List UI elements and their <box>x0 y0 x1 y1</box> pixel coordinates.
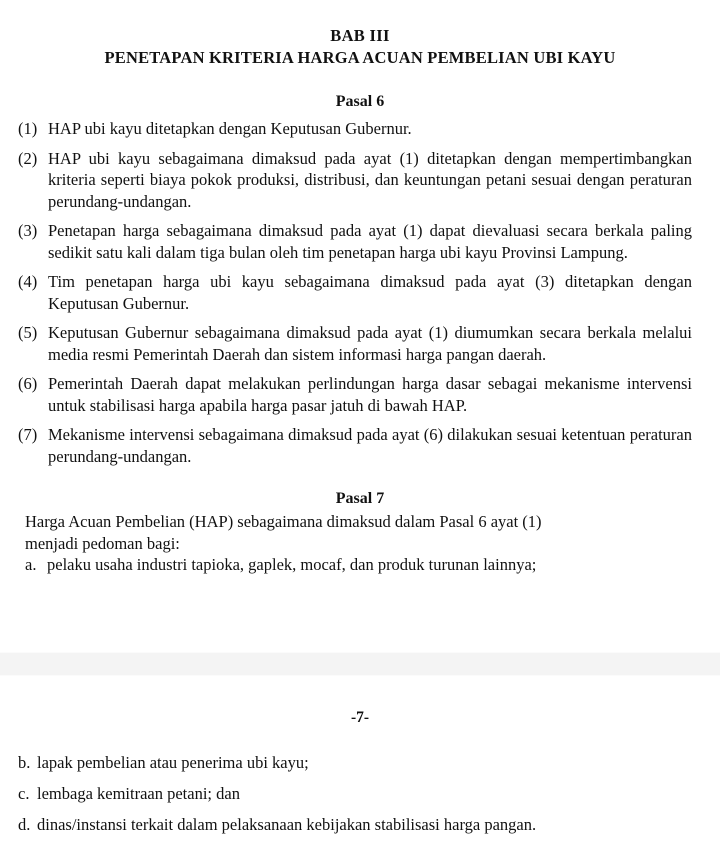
list-item-text: pelaku usaha industri tapioka, gaplek, mocaf, dan produk turunan lainnya; <box>47 555 537 574</box>
next-page-fragment <box>0 752 720 845</box>
article-heading-pasal-7: Pasal 7 <box>335 490 385 507</box>
clause-text: HAP ubi kayu ditetapkan dengan Keputusan Gubernur. <box>48 119 412 138</box>
list-item-marker: d. <box>18 815 31 834</box>
clause-text: HAP ubi kayu sebagaimana dimaksud pada ayat (1) ditetapkan dengan mempertimbangkan kriteria seperti biaya pokok produksi, distribusi, dan keuntungan petani sesuai dengan peraturan perundang-undangan. <box>48 148 692 211</box>
list-item-text: lapak pembelian atau penerima ubi kayu; <box>37 753 309 772</box>
clause-marker: (7) <box>18 425 38 444</box>
clause-text: Keputusan Gubernur sebagaimana dimaksud pada ayat (1) diumumkan secara berkala melalui media resmi Pemerintah Daerah dan sistem informasi harga pangan daerah. <box>48 323 692 364</box>
list-item-marker: a. <box>25 555 37 574</box>
list-item-marker: b. <box>18 753 31 772</box>
article-7-lead-text-continued: menjadi pedoman bagi: <box>25 533 180 553</box>
clause-list-pasal-6 <box>0 112 720 467</box>
clause-marker: (4) <box>18 272 38 291</box>
clause-item <box>18 118 692 140</box>
list-item <box>18 814 692 835</box>
page-number: -7- <box>350 709 370 726</box>
clause-item <box>18 220 692 263</box>
article-7-list-bottom <box>0 752 720 835</box>
clause-marker: (1) <box>18 119 38 138</box>
clause-text: Penetapan harga sebagaimana dimaksud pada ayat (1) dapat dievaluasi secara berkala paling sedikit satu kali dalam tiga bulan oleh tim penetapan harga ubi kayu Provinsi Lampung. <box>48 221 692 262</box>
article-heading-pasal-6: Pasal 6 <box>335 93 385 110</box>
clause-marker: (3) <box>18 221 38 240</box>
article-7-list-top <box>0 554 720 576</box>
clause-marker: (2) <box>18 148 38 168</box>
clause-item <box>18 322 692 365</box>
clause-marker: (5) <box>18 323 38 342</box>
chapter-label: BAB III <box>330 26 390 45</box>
clause-marker: (6) <box>18 374 38 393</box>
list-item <box>18 783 692 804</box>
list-item-text: dinas/instansi terkait dalam pelaksanaan kebijakan stabilisasi harga pangan. <box>37 815 537 834</box>
clause-item <box>18 424 692 467</box>
clause-text: Mekanisme intervensi sebagaimana dimaksud pada ayat (6) dilakukan sesuai ketentuan peraturan perundang-undangan. <box>48 425 692 466</box>
article-7-lead-paragraph <box>0 509 720 554</box>
list-item-marker: c. <box>18 784 30 803</box>
page-break-divider <box>0 652 720 676</box>
list-item <box>18 752 692 773</box>
chapter-title: PENETAPAN KRITERIA HARGA ACUAN PEMBELIAN UBI KAYU <box>104 48 616 67</box>
list-item-text: lembaga kemitraan petani; dan <box>37 784 240 803</box>
list-item <box>25 554 692 576</box>
clause-item <box>18 148 692 213</box>
clause-item <box>18 373 692 416</box>
article-7-lead-text: Harga Acuan Pembelian (HAP) sebagaimana dimaksud dalam Pasal 6 ayat (1) <box>25 512 542 531</box>
clause-text: Pemerintah Daerah dapat melakukan perlindungan harga dasar sebagai mekanisme intervensi untuk stabilisasi harga apabila harga pasar jatuh di bawah HAP. <box>48 374 692 415</box>
clause-text: Tim penetapan harga ubi kayu sebagaimana dimaksud pada ayat (3) ditetapkan dengan Keputusan Gubernur. <box>48 272 692 313</box>
clause-item <box>18 271 692 314</box>
